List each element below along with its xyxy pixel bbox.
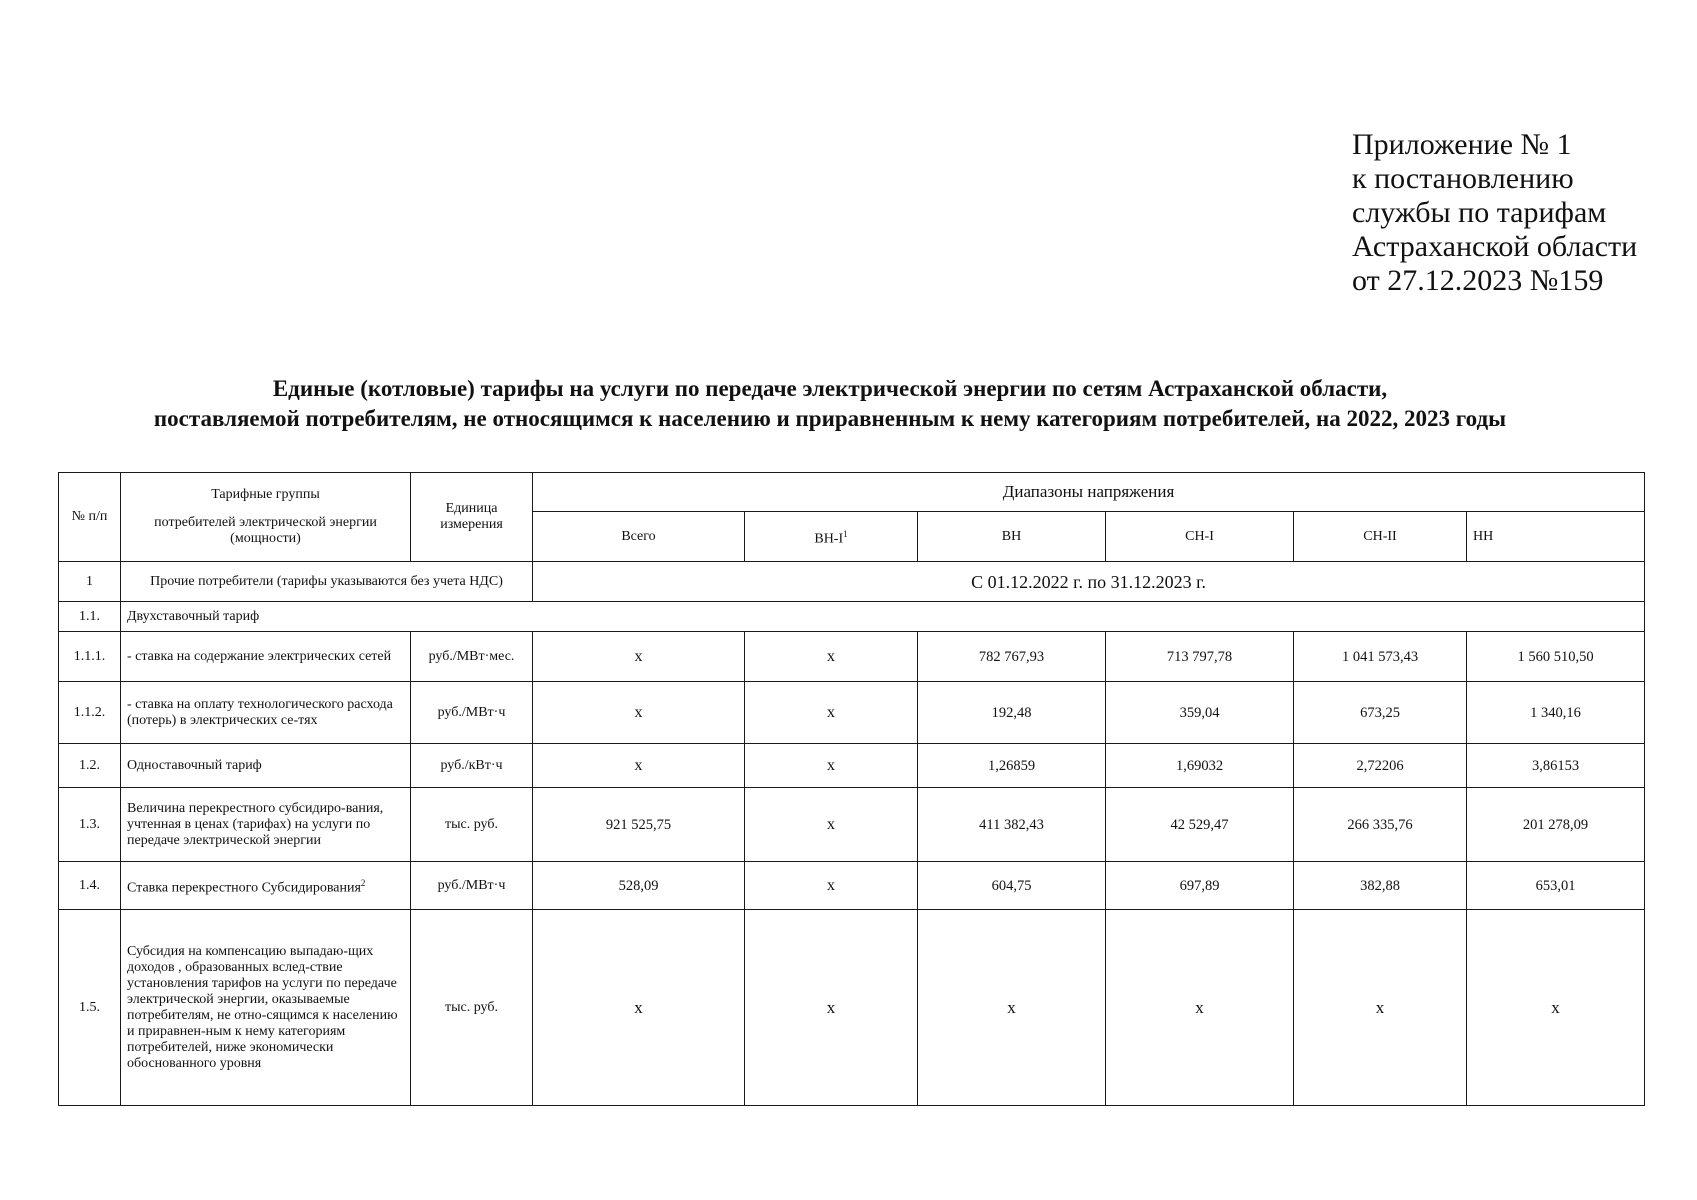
cell-sn2: 2,72206 — [1294, 744, 1467, 788]
cell-sn2: 673,25 — [1294, 682, 1467, 744]
section-period: С 01.12.2022 г. по 31.12.2023 г. — [533, 562, 1645, 602]
row-num: 1.1.1. — [59, 632, 121, 682]
header-unit: Единица измерения — [411, 473, 533, 562]
cell-vn1: x — [745, 682, 918, 744]
cell-vn1: x — [745, 744, 918, 788]
row-num: 1.3. — [59, 788, 121, 862]
header-group-line1: Тарифные группы — [211, 487, 320, 502]
row-num: 1.5. — [59, 910, 121, 1106]
cell-sn2: 382,88 — [1294, 862, 1467, 910]
row-num: 1.4. — [59, 862, 121, 910]
table-row — [59, 788, 1645, 862]
cell-sn2: x — [1294, 910, 1467, 1106]
cell-total: x — [533, 744, 745, 788]
cell-vn: 411 382,43 — [918, 788, 1106, 862]
subsection-num: 1.1. — [59, 602, 121, 632]
cell-vn: 1,26859 — [918, 744, 1106, 788]
table-row — [59, 910, 1645, 1106]
title-line: поставляемой потребителям, не относящимся к населению и приравненным к нему категориям потребителей, на 2022, 2023 годы — [153, 406, 1507, 431]
header-ranges: Диапазоны напряжения — [533, 473, 1645, 512]
row-name-text: Ставка перекрестного Субсидирования — [127, 880, 361, 896]
cell-sn1: x — [1106, 910, 1294, 1106]
cell-vn1: x — [745, 632, 918, 682]
row-unit: руб./МВт·мес. — [411, 632, 533, 682]
footnote-mark: 1 — [843, 528, 848, 539]
cell-total: 528,09 — [533, 862, 745, 910]
cell-sn2: 266 335,76 — [1294, 788, 1467, 862]
header-total: Всего — [533, 512, 745, 562]
cell-nn: 653,01 — [1467, 862, 1645, 910]
tariffs-table — [58, 472, 1645, 1106]
header-sn2: СН-II — [1294, 512, 1467, 562]
cell-vn1: x — [745, 788, 918, 862]
header-vn1 — [745, 512, 918, 562]
cell-sn1: 1,69032 — [1106, 744, 1294, 788]
section-num: 1 — [59, 562, 121, 602]
cell-vn1: x — [745, 862, 918, 910]
appendix-line: к постановлению — [1352, 162, 1574, 195]
header-group-line2: потребителей электрической энергии (мощности) — [154, 515, 377, 546]
row-unit: руб./МВт·ч — [411, 682, 533, 744]
cell-sn1: 697,89 — [1106, 862, 1294, 910]
cell-sn1: 359,04 — [1106, 682, 1294, 744]
header-row — [59, 473, 1645, 512]
header-group — [121, 473, 411, 562]
cell-nn: 3,86153 — [1467, 744, 1645, 788]
cell-vn1: x — [745, 910, 918, 1106]
cell-nn: 201 278,09 — [1467, 788, 1645, 862]
table-row — [59, 682, 1645, 744]
cell-sn1: 713 797,78 — [1106, 632, 1294, 682]
footnote-mark: 2 — [360, 877, 366, 888]
row-name: - ставка на оплату технологического расхода (потерь) в электрических се-тях — [121, 682, 411, 744]
cell-nn: 1 340,16 — [1467, 682, 1645, 744]
cell-sn1: 42 529,47 — [1106, 788, 1294, 862]
appendix-line: Астраханской области — [1352, 230, 1638, 263]
subsection-row — [59, 602, 1645, 632]
document-title — [60, 374, 1600, 434]
cell-total: 921 525,75 — [533, 788, 745, 862]
row-name — [121, 862, 411, 910]
cell-vn: x — [918, 910, 1106, 1106]
cell-total: x — [533, 682, 745, 744]
appendix-block — [1352, 128, 1637, 298]
cell-nn: 1 560 510,50 — [1467, 632, 1645, 682]
appendix-line: от 27.12.2023 №159 — [1352, 264, 1604, 297]
header-vn1-label: ВН-I — [814, 531, 844, 547]
cell-sn2: 1 041 573,43 — [1294, 632, 1467, 682]
row-unit: тыс. руб. — [411, 788, 533, 862]
cell-vn: 192,48 — [918, 682, 1106, 744]
table-row — [59, 632, 1645, 682]
cell-total: x — [533, 632, 745, 682]
row-name: Субсидия на компенсацию выпадаю-щих доходов , образованных вслед-ствие установления тарифов на услуги по передаче электрической энергии, оказываемые потребителям, не отно-сящимся к населению и приравнен-ным к нему категориям потребителей, ниже экономически обоснованного уровня — [121, 910, 411, 1106]
cell-total: x — [533, 910, 745, 1106]
row-unit: тыс. руб. — [411, 910, 533, 1106]
row-name: Одноставочный тариф — [121, 744, 411, 788]
cell-vn: 604,75 — [918, 862, 1106, 910]
title-line: Единые (котловые) тарифы на услуги по передаче электрической энергии по сетям Астраханской области, — [272, 376, 1388, 401]
row-unit: руб./кВт·ч — [411, 744, 533, 788]
cell-nn: x — [1467, 910, 1645, 1106]
row-name: Величина перекрестного субсидиро-вания, учтенная в ценах (тарифах) на услуги по передаче электрической энергии — [121, 788, 411, 862]
subsection-name: Двухставочный тариф — [121, 602, 1645, 632]
row-name: - ставка на содержание электрических сетей — [121, 632, 411, 682]
cell-vn: 782 767,93 — [918, 632, 1106, 682]
table-row — [59, 862, 1645, 910]
header-nn: НН — [1467, 512, 1645, 562]
row-num: 1.2. — [59, 744, 121, 788]
row-unit: руб./МВт·ч — [411, 862, 533, 910]
row-num: 1.1.2. — [59, 682, 121, 744]
header-vn: ВН — [918, 512, 1106, 562]
header-num: № п/п — [59, 473, 121, 562]
section-name: Прочие потребители (тарифы указываются без учета НДС) — [121, 562, 533, 602]
appendix-line: Приложение № 1 — [1352, 128, 1572, 161]
header-sn1: СН-I — [1106, 512, 1294, 562]
table-row — [59, 744, 1645, 788]
appendix-line: службы по тарифам — [1352, 196, 1607, 229]
section-row — [59, 562, 1645, 602]
